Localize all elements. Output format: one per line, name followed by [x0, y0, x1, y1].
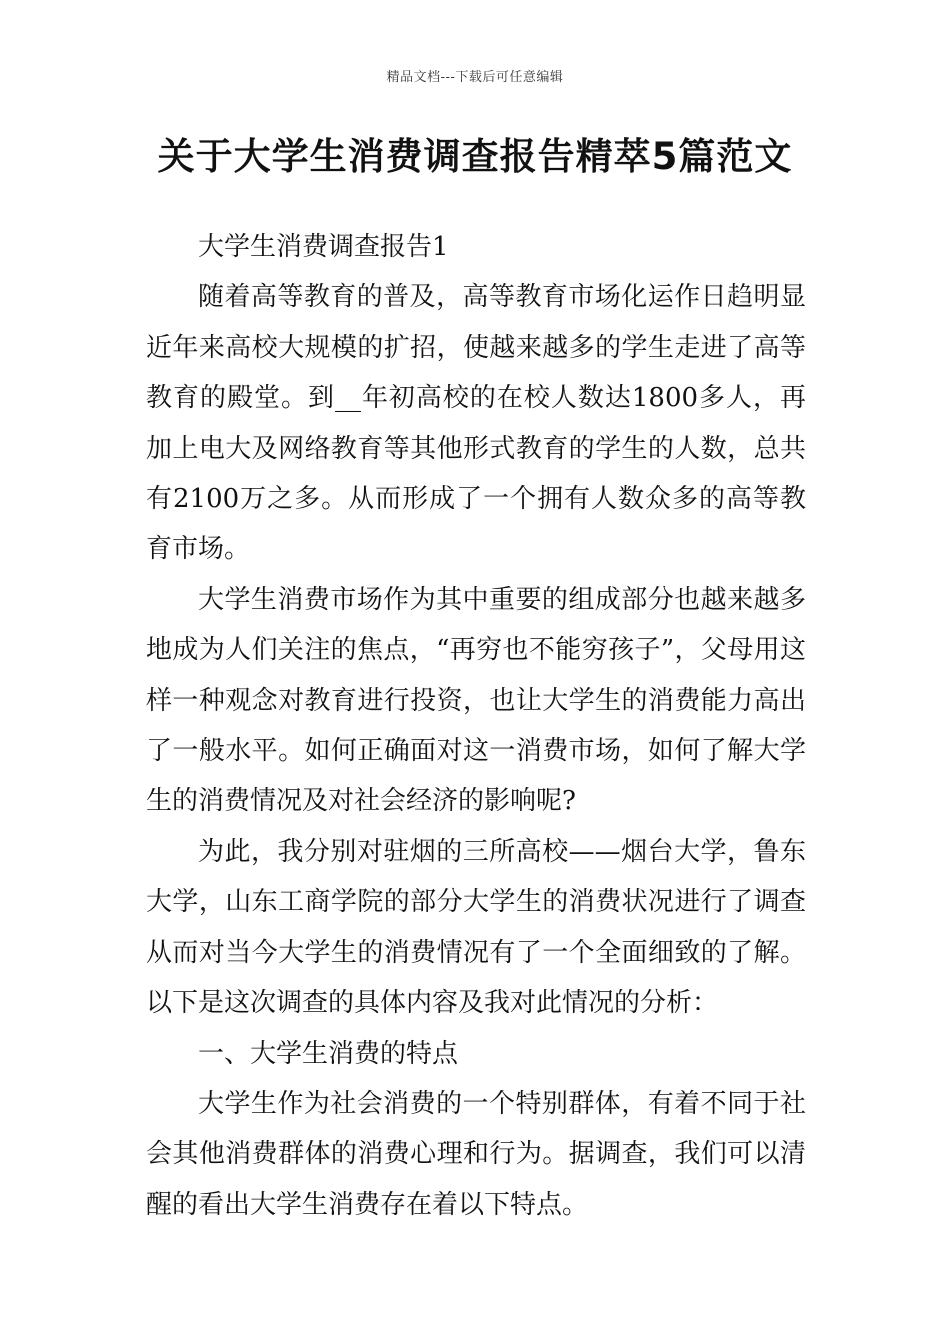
document-title: 关于大学生消费调查报告精萃5篇范文: [157, 135, 793, 178]
paragraph-characteristics-intro: 大学生作为社会消费的一个特别群体，有着不同于社会其他消费群体的消费心理和行为。据调查，我们可以清醒的看出大学生消费存在着以下特点。: [146, 1088, 806, 1220]
page-header: 精品文档---下载后可任意编辑: [386, 70, 564, 85]
paragraph-survey-method: 为此，我分别对驻烟的三所高校——烟台大学，鲁东大学，山东工商学院的部分大学生的消费状况进行了调查从而对当今大学生的消费情况有了一个全面细致的了解。以下是这次调查的具体内容及我对此情况的分析：: [146, 836, 806, 1019]
section-heading-report-1: 大学生消费调查报告1: [198, 232, 449, 262]
paragraph-consumer-market-focus: 大学生消费市场作为其中重要的组成部分也越来越多地成为人们关注的焦点，“再穷也不能穷孩子”，父母用这样一种观念对教育进行投资，也让大学生的消费能力高出了一般水平。如何正确面对这一消费市场，如何了解大学生的消费情况及对社会经济的影响呢?: [146, 584, 806, 817]
section-heading-characteristics: 一、大学生消费的特点: [198, 1038, 459, 1069]
document-body: [146, 222, 806, 1230]
paragraph-higher-education-market: 随着高等教育的普及，高等教育市场化运作日趋明显近年来高校大规模的扩招，使越来越多的学生走进了高等教育的殿堂。到__年初高校的在校人数达1800多人，再加上电大及网络教育等其他形式教育的学生的人数，总共有2100万之多。从而形成了一个拥有人数众多的高等教育市场。: [146, 282, 806, 565]
